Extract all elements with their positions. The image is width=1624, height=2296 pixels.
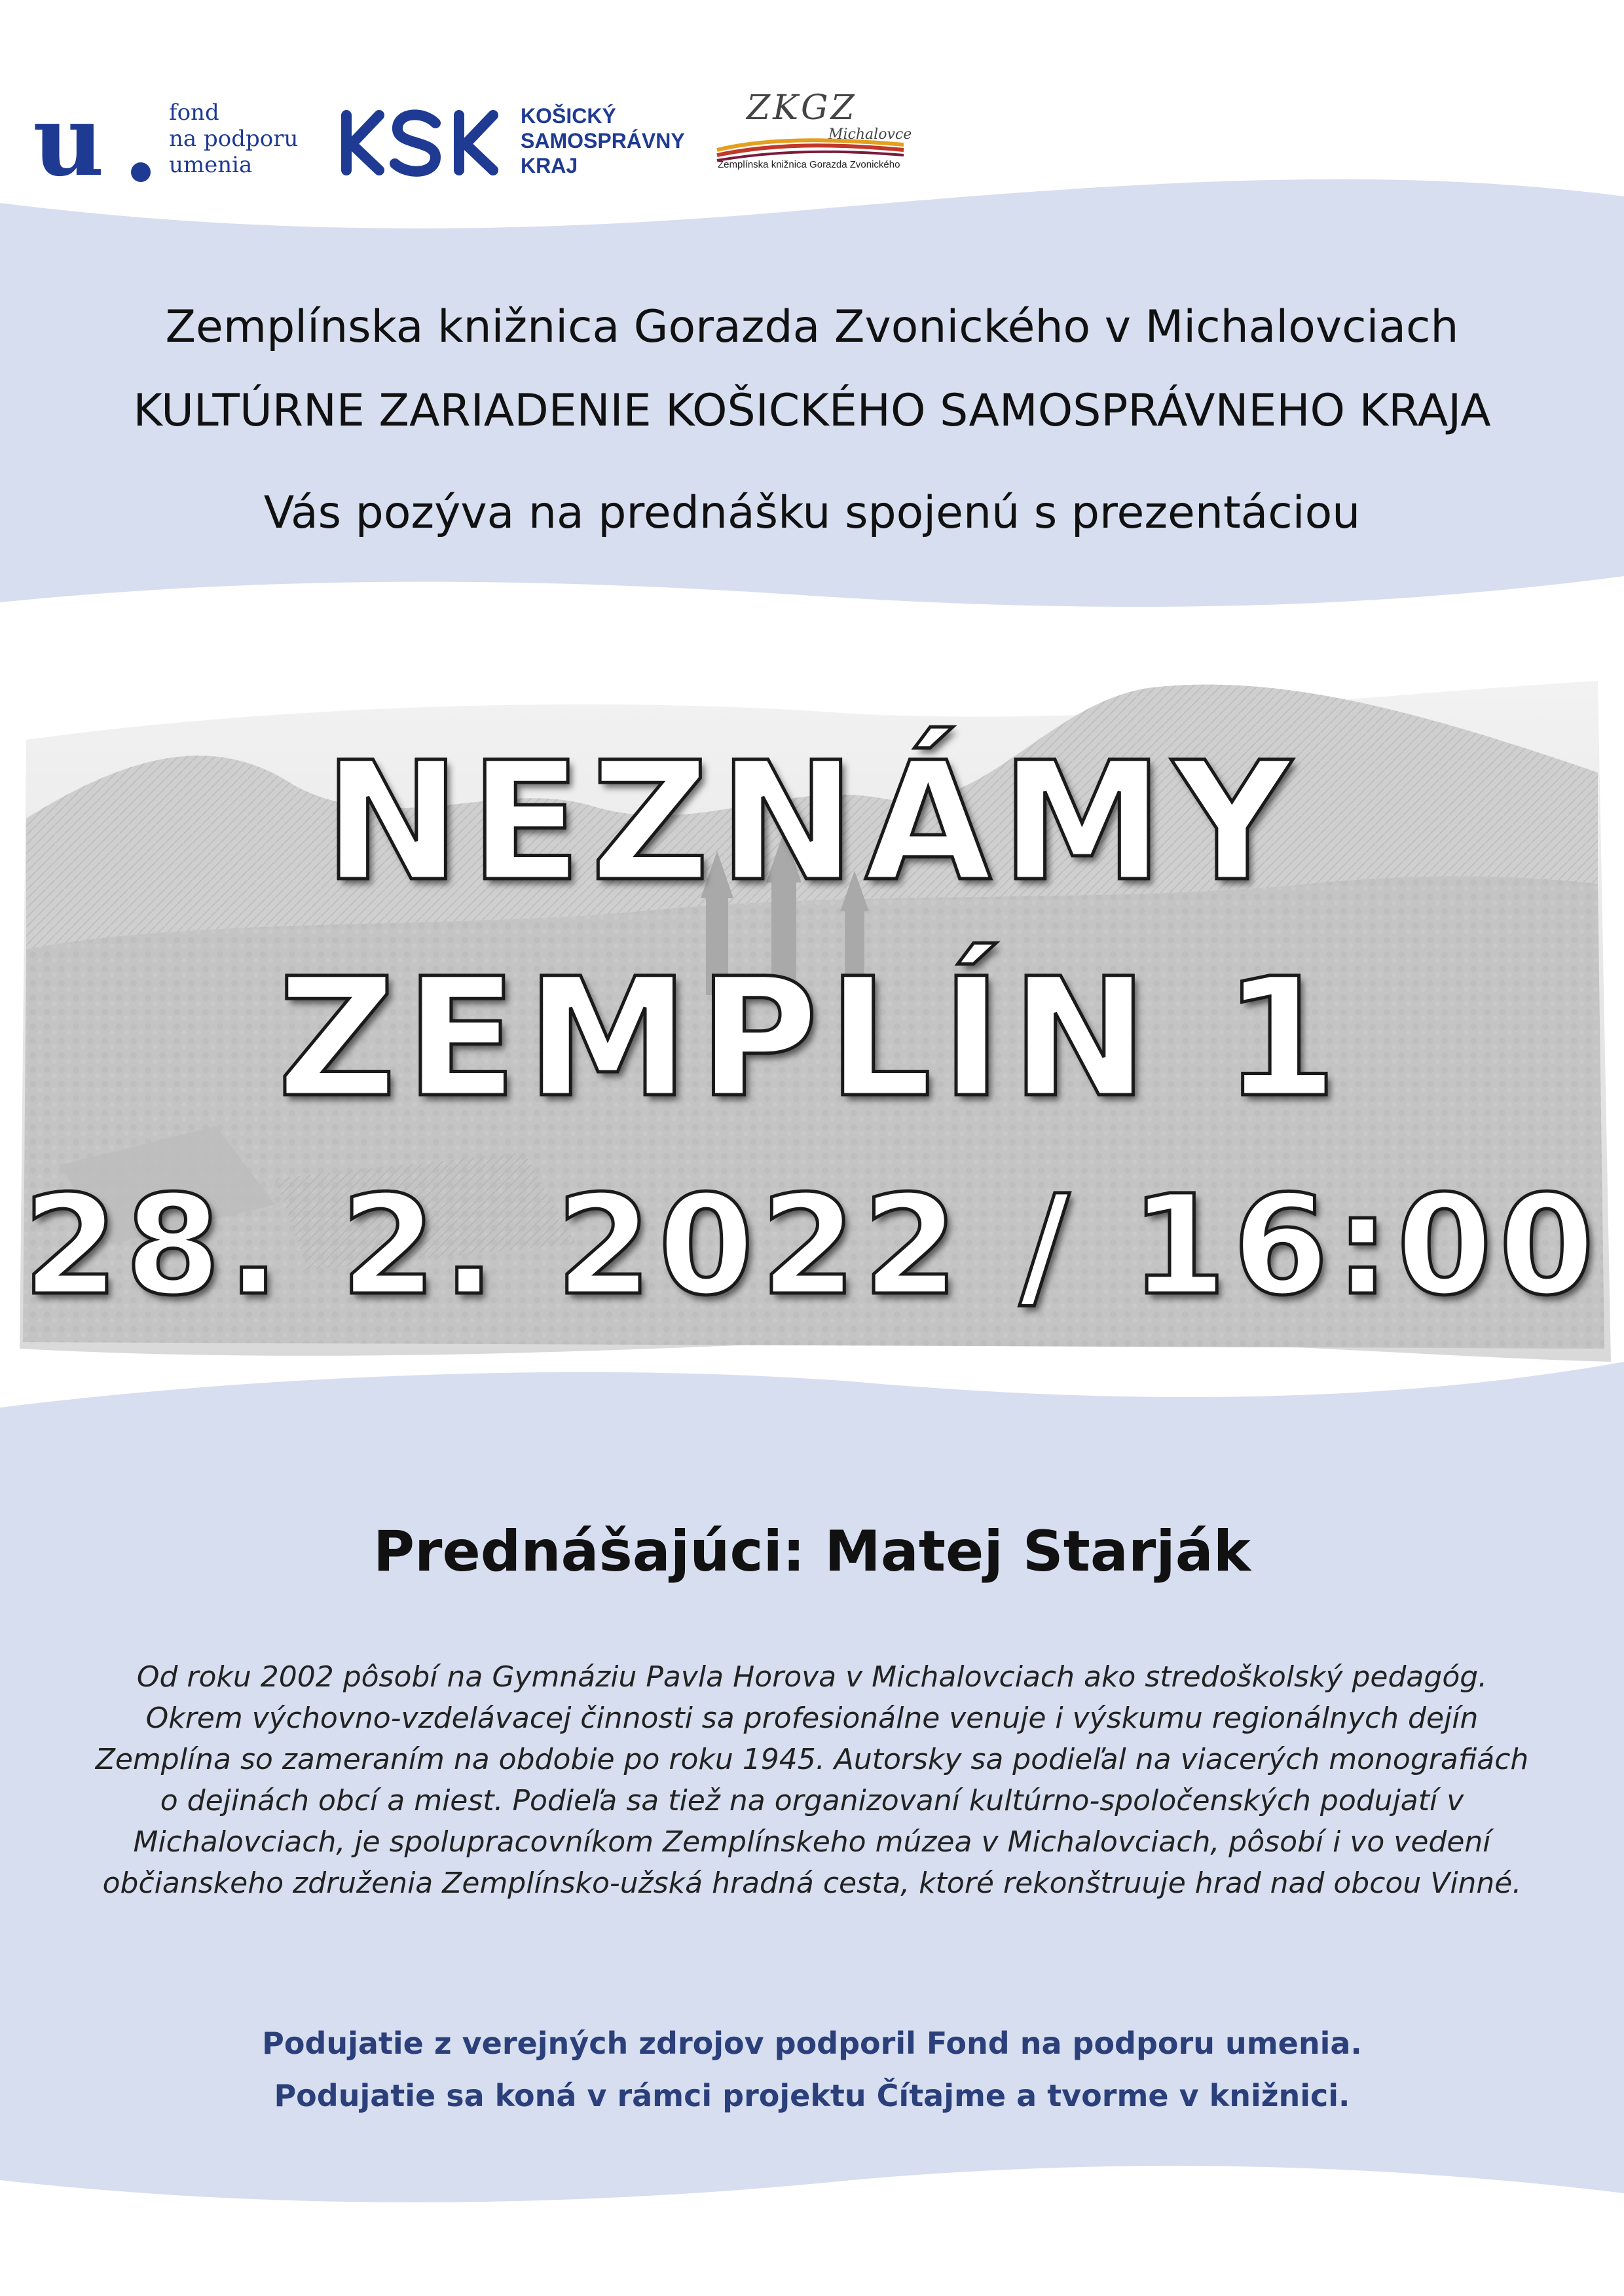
zkgz-logo-city: Michalovce	[828, 126, 912, 143]
ksk-logo-line: KOŠICKÝ	[521, 104, 616, 128]
library-name: Zemplínska knižnica Gorazda Zvonického v Michalovciach	[165, 301, 1459, 353]
zkgz-swoosh-icon	[714, 136, 910, 162]
zkgz-logo-caption: Zemplínska knižnica Gorazda Zvonického	[718, 159, 900, 170]
institution-subtitle: KULTÚRNE ZARIADENIE KOŠICKÉHO SAMOSPRÁVNEHO KRAJA	[133, 385, 1491, 437]
ksk-logo-text	[521, 103, 685, 178]
funding-note: Podujatie z verejných zdrojov podporil Fond na podporu umenia.	[262, 2026, 1362, 2061]
fond-logo-dot	[131, 162, 151, 182]
fond-na-podporu-umenia-logo	[33, 83, 164, 198]
invitation-line: Vás pozýva na prednášku spojenú s prezentáciou	[263, 487, 1361, 539]
ksk-logo-mark	[337, 103, 504, 182]
fond-logo-line: na podporu	[169, 126, 299, 152]
speaker-heading: Prednášajúci: Matej Starják	[373, 1519, 1251, 1584]
event-datetime: 28. 2. 2022 / 16:00	[23, 1165, 1601, 1326]
zkgz-logo	[714, 88, 923, 180]
fond-logo-line: umenia	[169, 152, 253, 178]
fond-logo-text	[169, 100, 298, 178]
ksk-logo-line: KRAJ	[521, 154, 578, 177]
project-note: Podujatie sa koná v rámci projektu Čítajme a tvorme v knižnici.	[274, 2078, 1350, 2113]
fond-logo-letter: u	[33, 83, 105, 198]
ksk-logo-line: SAMOSPRÁVNY	[521, 129, 685, 153]
speaker-bio: Od roku 2002 pôsobí na Gymnáziu Pavla Horova v Michalovciach ako stredoškolský pedagóg. Okrem výchovno-vzdelávacej činnosti sa profesionálne venuje i výskumu regionálnych dejín Zemplína so zameraním na obdobie po roku 1945. Autorsky sa podieľal na viacerých monografiách o dejinách obcí a miest. Podieľa sa tiež na organizovaní kultúrno-spoločenských podujatí v Michalovciach, je spolupracovníkom Zemplínskeho múzea v Michalovciach, pôsobí i vo vedení občianskeho združenia Zemplínsko-užská hradná cesta, ktoré rekonštruuje hrad nad obcou Vinné.	[95, 1660, 1529, 1900]
event-title-line-2: ZEMPLÍN 1	[277, 943, 1347, 1133]
event-title-line-1: NEZNÁMY	[323, 727, 1301, 917]
zkgz-logo-title: ZKGZ	[747, 88, 857, 128]
fond-logo-line: fond	[169, 100, 219, 126]
